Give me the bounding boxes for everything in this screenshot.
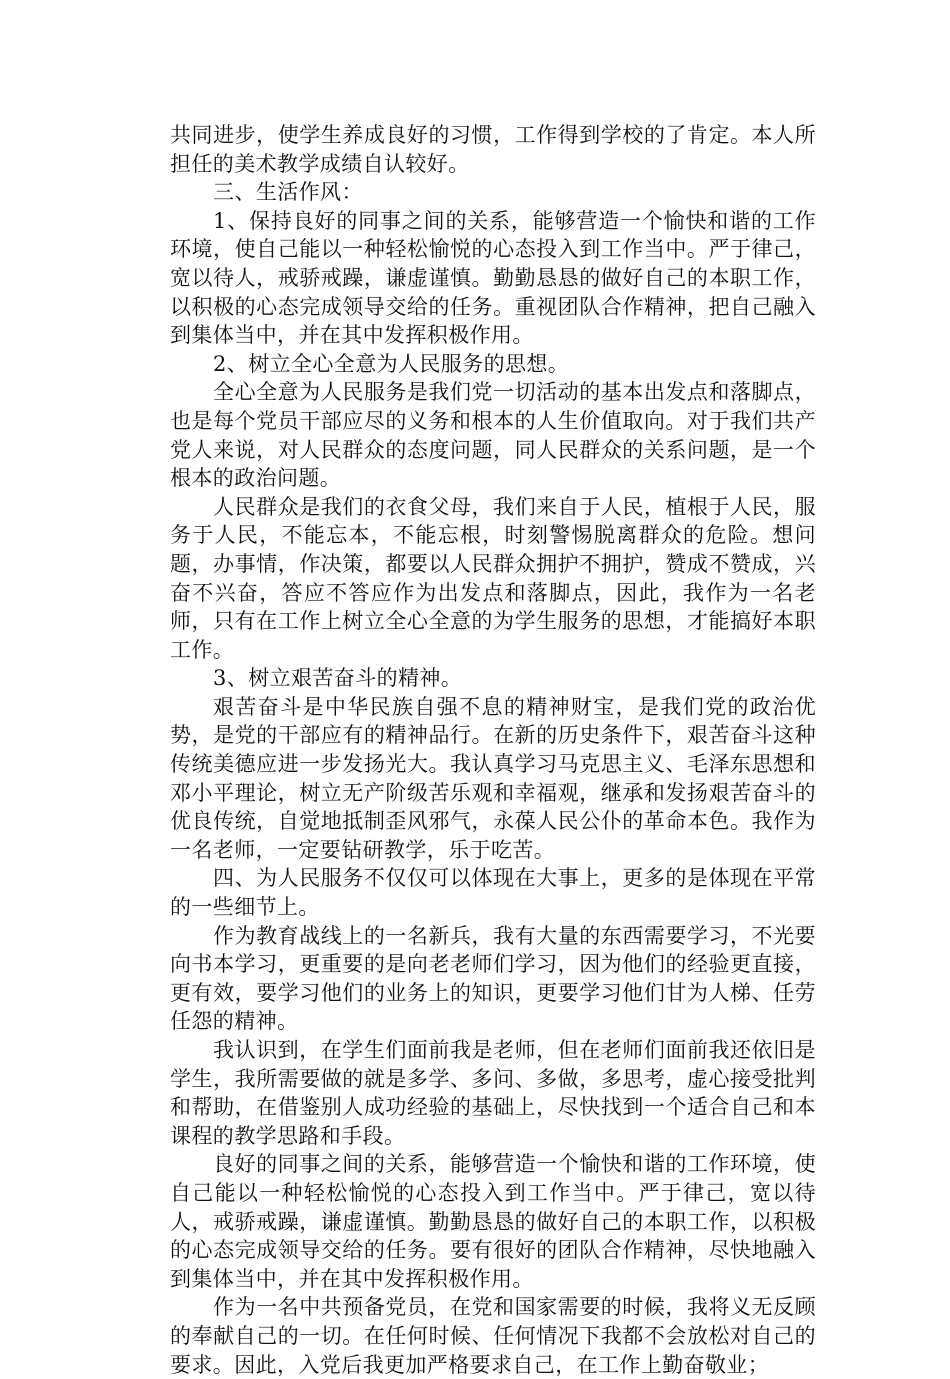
paragraph-party-member: 作为一名中共预备党员，在党和国家需要的时候，我将义无反顾的奉献自己的一切。在任何时候、任何情况下我都不会放松对自己的要求。因此，入党后我更加严格要求自己，在工作上勤奋敬业； [170, 1295, 816, 1377]
paragraph-new-teacher: 作为教育战线上的一名新兵，我有大量的东西需要学习，不光要向书本学习，更重要的是向老老师们学习，因为他们的经验更直接，更有效，要学习他们的业务上的知识，更要学习他们甘为人梯、任劳任怨的精神。 [170, 923, 816, 1034]
document-body [170, 121, 816, 1379]
paragraph-colleague-relations: 1、保持良好的同事之间的关系，能够营造一个愉快和谐的工作环境，使自己能以一种轻松愉悦的心态投入到工作当中。严于律己，宽以待人，戒骄戒躁，谦虚谨慎。勤勤恳恳的做好自己的本职工作，以积极的心态完成领导交给的任务。重视团队合作精神，把自己融入到集体当中，并在其中发挥积极作用。 [170, 208, 816, 348]
section-heading-details: 四、为人民服务不仅仅可以体现在大事上，更多的是体现在平常的一些细节上。 [170, 866, 816, 920]
paragraph-teamwork: 良好的同事之间的关系，能够营造一个愉快和谐的工作环境，使自己能以一种轻松愉悦的心态投入到工作当中。严于律己，宽以待人，戒骄戒躁，谦虚谨慎。勤勤恳恳的做好自己的本职工作，以积极的心态完成领导交给的任务。要有很好的团队合作精神，尽快地融入到集体当中，并在其中发挥积极作用。 [170, 1152, 816, 1291]
subheading-hard-work: 3、树立艰苦奋斗的精神。 [213, 666, 463, 691]
section-heading-lifestyle: 三、生活作风： [213, 180, 363, 205]
paragraph-1: 共同进步，使学生养成良好的习惯，工作得到学校的了肯定。本人所担任的美术教学成绩自认较好。 [170, 123, 816, 176]
paragraph-hard-work: 艰苦奋斗是中华民族自强不息的精神财宝，是我们党的政治优势，是党的干部应有的精神品行。在新的历史条件下，艰苦奋斗这种传统美德应进一步发扬光大。我认真学习马克思主义、毛泽东思想和邓小平理论，树立无产阶级苦乐观和幸福观，继承和发扬艰苦奋斗的优良传统，自觉地抵制歪风邪气，永葆人民公仆的革命本色。我作为一名老师，一定要钻研教学，乐于吃苦。 [170, 694, 816, 862]
paragraph-student-role: 我认识到，在学生们面前我是老师，但在老师们面前我还依旧是学生，我所需要做的就是多学、多问、多做，多思考，虚心接受批判和帮助，在借鉴别人成功经验的基础上，尽快找到一个适合自己和本课程的教学思路和手段。 [170, 1038, 816, 1148]
paragraph-masses: 人民群众是我们的衣食父母，我们来自于人民，植根于人民，服务于人民，不能忘本，不能忘根，时刻警惕脱离群众的危险。想问题，办事情，作决策，都要以人民群众拥护不拥护，赞成不赞成，兴奋不兴奋，答应不答应作为出发点和落脚点，因此，我作为一名老师，只有在工作上树立全心全意的为学生服务的思想，才能搞好本职工作。 [170, 494, 816, 662]
subheading-serve-people: 2、树立全心全意为人民服务的思想。 [213, 351, 570, 376]
paragraph-serve-people: 全心全意为人民服务是我们党一切活动的基本出发点和落脚点，也是每个党员干部应尽的义务和根本的人生价值取向。对于我们共产党人来说，对人民群众的态度问题，同人民群众的关系问题，是一个根本的政治问题。 [170, 380, 816, 491]
